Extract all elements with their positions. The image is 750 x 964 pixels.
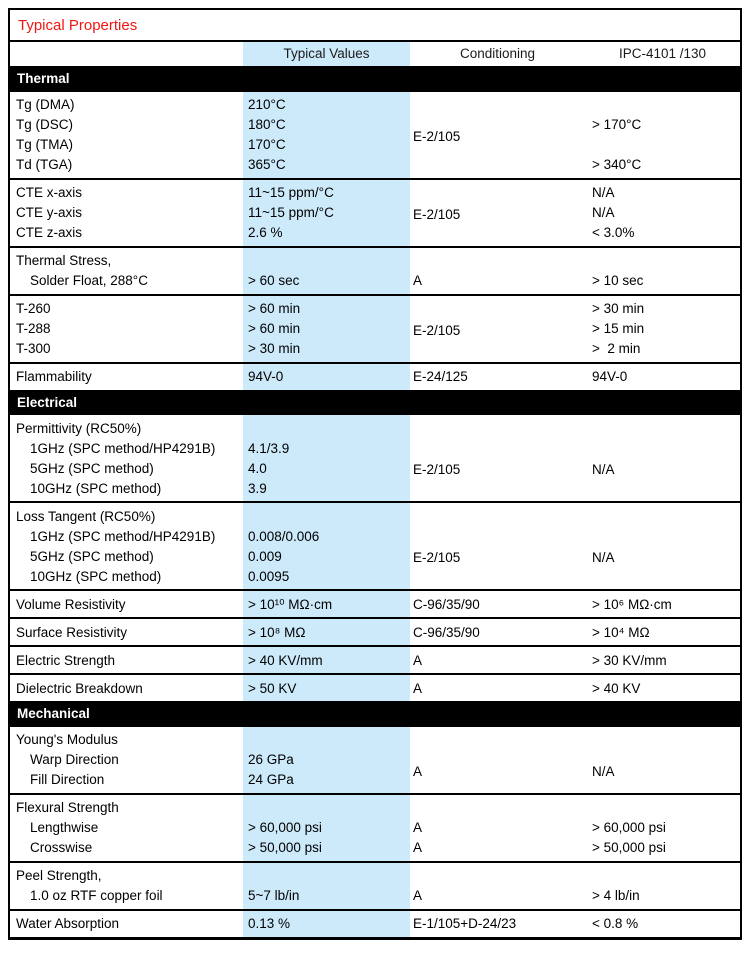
- property-sublabel: 1.0 oz RTF copper foil: [30, 888, 163, 904]
- typical-value-empty: [243, 415, 410, 438]
- property-row: [10, 674, 740, 701]
- property-row: [10, 750, 740, 770]
- typical-value: 3.9: [243, 478, 410, 502]
- ipc-value: N/A: [585, 179, 740, 203]
- property-row: [10, 886, 740, 910]
- typical-value: 0.0095: [243, 566, 410, 590]
- column-header-row: [10, 41, 740, 66]
- property-row: [10, 727, 740, 750]
- typical-value: > 60 min: [243, 319, 410, 339]
- typical-value: > 10¹⁰ MΩ·cm: [243, 590, 410, 618]
- section-bar-mechanical: [10, 701, 740, 727]
- property-label: CTE y-axis: [16, 205, 83, 220]
- property-sublabel: 5GHz (SPC method): [30, 548, 154, 564]
- property-row: [10, 92, 740, 115]
- section-bar-electrical: [10, 390, 740, 416]
- typical-value: 210°C: [243, 92, 410, 115]
- property-sublabel: 5GHz (SPC method): [30, 460, 154, 476]
- property-row: [10, 838, 740, 862]
- typical-value-empty: [243, 862, 410, 886]
- conditioning-value: E-2/105: [413, 462, 461, 478]
- ipc-value: 94V-0: [585, 363, 740, 390]
- property-label: Tg (TMA): [16, 137, 73, 152]
- property-sublabel: 10GHz (SPC method): [30, 480, 162, 496]
- conditioning-value: E-2/105: [413, 128, 461, 144]
- property-label: Surface Resistivity: [10, 618, 243, 646]
- property-label: Permittivity (RC50%): [16, 420, 142, 436]
- typical-value: 0.13 %: [243, 910, 410, 937]
- property-label: T-300: [16, 341, 51, 356]
- property-row: [10, 339, 740, 363]
- conditioning-value: C-96/35/90: [410, 618, 585, 646]
- ipc-value: > 15 min: [592, 321, 645, 336]
- ipc-value: N/A: [592, 550, 615, 566]
- property-row: [10, 319, 740, 339]
- ipc-value: N/A: [592, 205, 615, 220]
- typical-value: > 60 min: [243, 295, 410, 319]
- property-label: Flammability: [10, 363, 243, 390]
- conditioning-value: E-2/105: [413, 550, 461, 566]
- typical-value: 170°C: [243, 135, 410, 155]
- property-row: [10, 862, 740, 886]
- ipc-value: < 0.8 %: [585, 910, 740, 937]
- conditioning-value: A: [410, 674, 585, 701]
- ipc-value-empty: [585, 862, 740, 886]
- typical-value: 4.1/3.9: [243, 438, 410, 458]
- typical-value: 2.6 %: [243, 223, 410, 247]
- column-header-property: [10, 41, 243, 66]
- property-label: Peel Strength,: [10, 862, 243, 886]
- property-label: Electric Strength: [10, 646, 243, 674]
- ipc-value: < 3.0%: [592, 225, 635, 240]
- property-row: [10, 910, 740, 937]
- section-heading: Electrical: [10, 390, 740, 416]
- property-row: [10, 590, 740, 618]
- conditioning-value: A: [413, 273, 423, 288]
- datasheet-properties-panel: [8, 8, 742, 940]
- typical-value: 4.0: [243, 458, 410, 478]
- property-label: Tg (DMA): [16, 97, 75, 112]
- typical-value: > 50,000 psi: [243, 838, 410, 862]
- typical-value: > 60 sec: [243, 271, 410, 295]
- typical-value: > 30 min: [243, 339, 410, 363]
- conditioning-value: E-2/105: [410, 179, 585, 247]
- ipc-value: > 10⁴ MΩ: [585, 618, 740, 646]
- ipc-value: N/A: [592, 763, 615, 779]
- ipc-value-empty: [585, 247, 740, 271]
- typical-value: 5~7 lb/in: [243, 886, 410, 910]
- property-sublabel: 1GHz (SPC method/HP4291B): [30, 528, 216, 544]
- conditioning-value: A: [413, 888, 423, 904]
- typical-value: 0.008/0.006: [243, 526, 410, 546]
- property-label: Flexural Strength: [10, 794, 243, 818]
- conditioning-value: A: [413, 840, 423, 856]
- property-sublabel: Lengthwise: [30, 820, 99, 836]
- ipc-value: > 340°C: [592, 157, 642, 172]
- property-label: T-260: [10, 295, 243, 319]
- page-title: Typical Properties: [10, 10, 740, 41]
- property-sublabel: 1GHz (SPC method/HP4291B): [30, 440, 216, 456]
- typical-value-empty: [243, 247, 410, 271]
- typical-value: 180°C: [243, 115, 410, 135]
- typical-value: 0.009: [243, 546, 410, 566]
- typical-value-empty: [243, 727, 410, 750]
- section-heading: Thermal: [10, 66, 740, 92]
- property-sublabel: 10GHz (SPC method): [30, 568, 162, 584]
- section-heading: Mechanical: [10, 701, 740, 727]
- ipc-value: > 10⁶ MΩ·cm: [585, 590, 740, 618]
- column-header-conditioning: Conditioning: [459, 46, 536, 62]
- typical-value: 26 GPa: [243, 750, 410, 770]
- ipc-value-empty: [585, 794, 740, 818]
- ipc-value: > 170°C: [592, 117, 642, 132]
- property-row: [10, 247, 740, 271]
- property-row: [10, 438, 740, 458]
- conditioning-value-empty: [410, 794, 585, 818]
- ipc-value: > 30 KV/mm: [585, 646, 740, 674]
- property-label: T-288: [16, 321, 51, 336]
- title-row: [10, 10, 740, 41]
- property-sublabel: Crosswise: [30, 840, 93, 856]
- property-sublabel: Warp Direction: [30, 752, 119, 768]
- property-row: [10, 526, 740, 546]
- ipc-value: N/A: [592, 462, 615, 478]
- typical-value: 24 GPa: [243, 770, 410, 794]
- ipc-value-empty: [585, 727, 740, 750]
- conditioning-value: E-2/105: [410, 295, 585, 363]
- property-row: [10, 223, 740, 247]
- property-label: Td (TGA): [16, 157, 73, 172]
- ipc-value: > 10 sec: [592, 273, 644, 288]
- conditioning-value-empty: [410, 502, 585, 526]
- property-row: [10, 363, 740, 390]
- conditioning-value: A: [413, 820, 423, 836]
- typical-value: 94V-0: [243, 363, 410, 390]
- property-label: Thermal Stress,: [10, 247, 243, 271]
- property-row: [10, 646, 740, 674]
- property-row: [10, 179, 740, 203]
- property-label: Loss Tangent (RC50%): [10, 502, 243, 526]
- typical-value: > 10⁸ MΩ: [243, 618, 410, 646]
- property-sublabel: Solder Float, 288°C: [30, 273, 148, 288]
- ipc-value: > 4 lb/in: [592, 888, 640, 904]
- property-label: Dielectric Breakdown: [10, 674, 243, 701]
- typical-value-empty: [243, 794, 410, 818]
- conditioning-value: E-24/125: [410, 363, 585, 390]
- conditioning-value: A: [413, 763, 423, 779]
- property-row: [10, 155, 740, 179]
- property-row: [10, 794, 740, 818]
- ipc-value-empty: [585, 502, 740, 526]
- typical-value: > 50 KV: [243, 674, 410, 701]
- property-label: Young's Modulus: [16, 732, 118, 748]
- property-label: Volume Resistivity: [10, 590, 243, 618]
- conditioning-value-empty: [410, 862, 585, 886]
- conditioning-value-empty: [410, 727, 585, 750]
- ipc-value: > 50,000 psi: [592, 840, 666, 856]
- property-sublabel: Fill Direction: [30, 772, 105, 788]
- property-row: [10, 818, 740, 838]
- ipc-value: > 40 KV: [585, 674, 740, 701]
- property-row: [10, 271, 740, 295]
- column-header-typical-values: Typical Values: [243, 41, 410, 66]
- ipc-value: > 30 min: [585, 295, 740, 319]
- ipc-value: > 60,000 psi: [592, 820, 666, 836]
- typical-properties-table: [10, 10, 740, 937]
- property-row: [10, 415, 740, 438]
- column-header-ipc: IPC-4101 /130: [618, 46, 707, 62]
- typical-value: > 40 KV/mm: [243, 646, 410, 674]
- ipc-value: > 2 min: [592, 341, 641, 356]
- property-label: CTE x-axis: [10, 179, 243, 203]
- section-bar-thermal: [10, 66, 740, 92]
- property-label: Water Absorption: [10, 910, 243, 937]
- conditioning-value-empty: [410, 415, 585, 438]
- ipc-value-empty: [585, 415, 740, 438]
- typical-value: > 60,000 psi: [243, 818, 410, 838]
- property-row: [10, 502, 740, 526]
- typical-value: 11~15 ppm/°C: [243, 179, 410, 203]
- conditioning-value-empty: [410, 247, 585, 271]
- conditioning-value: A: [410, 646, 585, 674]
- property-label: CTE z-axis: [16, 225, 83, 240]
- property-label: Tg (DSC): [16, 117, 73, 132]
- typical-value: 365°C: [243, 155, 410, 179]
- property-row: [10, 203, 740, 223]
- typical-value: 11~15 ppm/°C: [243, 203, 410, 223]
- typical-value-empty: [243, 502, 410, 526]
- conditioning-value: E-1/105+D-24/23: [410, 910, 585, 937]
- conditioning-value: C-96/35/90: [410, 590, 585, 618]
- property-row: [10, 618, 740, 646]
- property-row: [10, 295, 740, 319]
